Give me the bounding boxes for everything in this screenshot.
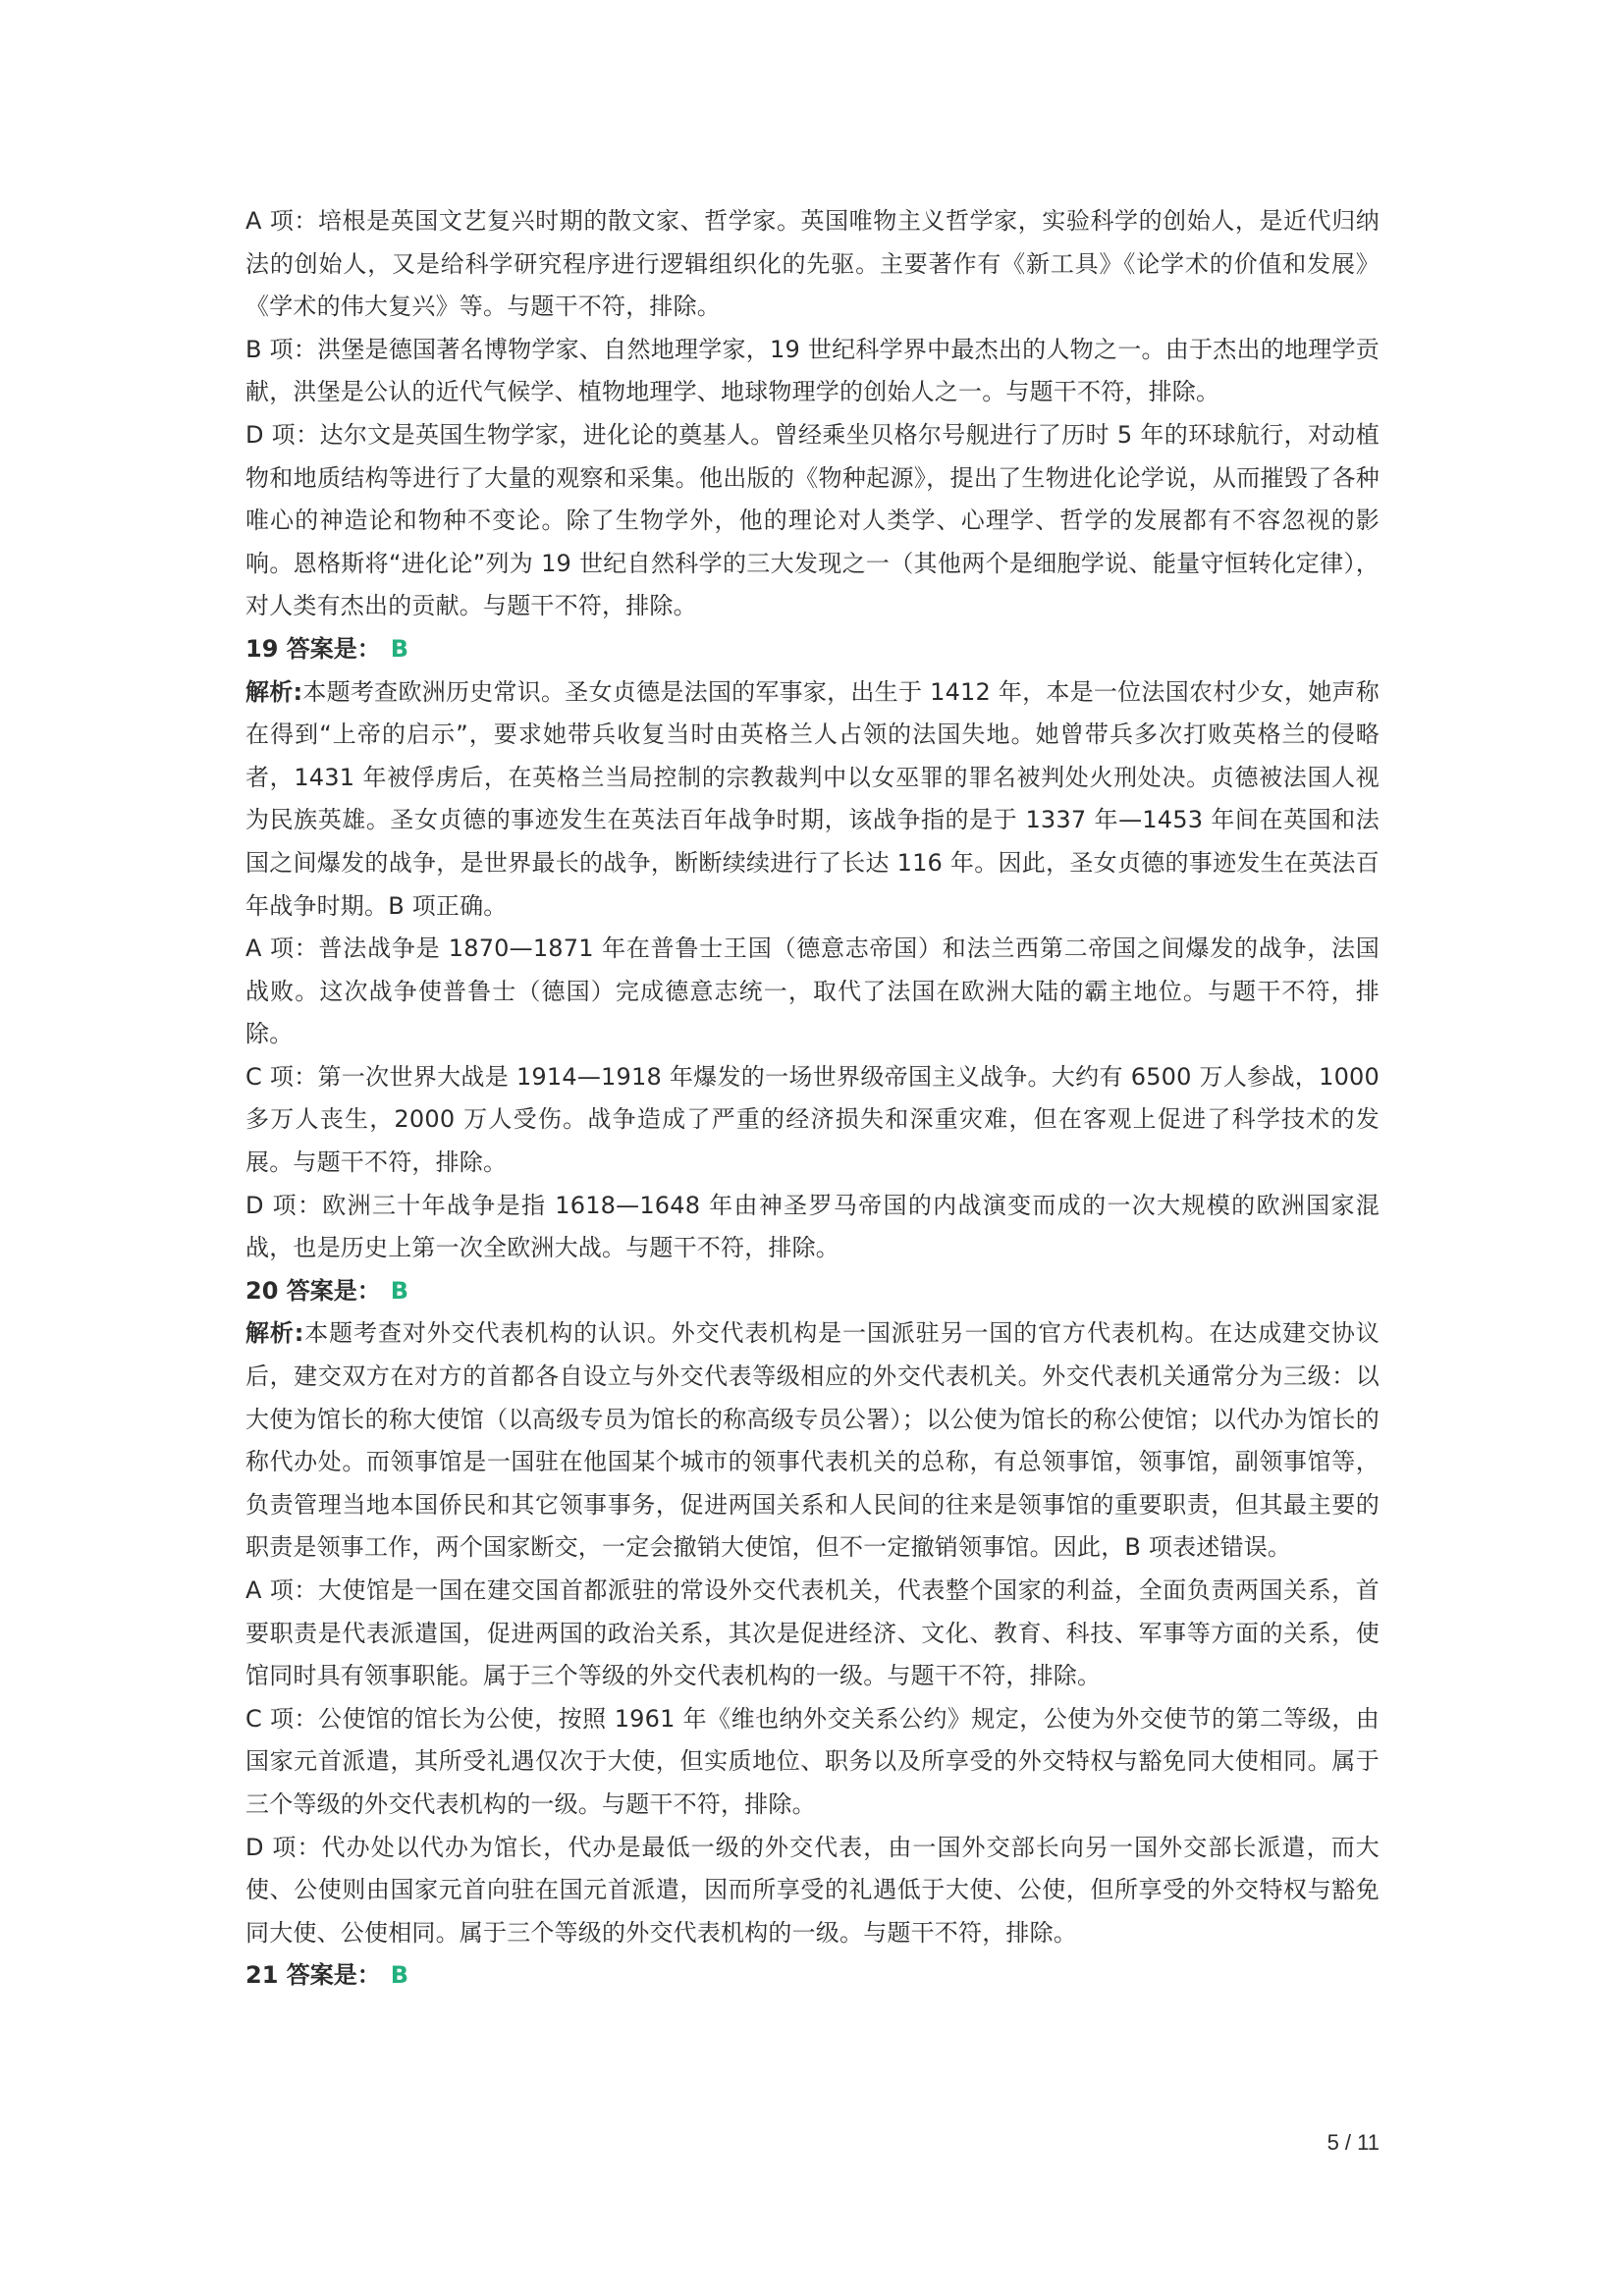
analysis-text: 本题考查欧洲历史常识。圣女贞德是法国的军事家，出生于 1412 年，本是一位法国农村少女，她声称在得到“上帝的启示”，要求她带兵收复当时由英格兰人占领的法国失地。她曾带兵多次打败英格兰的侵略者，1431 年被俘虏后，在英格兰当局控制的宗教裁判中以女巫罪的罪名被判处火刑处决。贞德被法国人视为民族英雄。圣女贞德的事迹发生在英法百年战争时期，该战争指的是于 1337 年—1453 年间在英国和法国之间爆发的战争，是世界最长的战争，断断续续进行了长达 116 年。因此，圣女贞德的事迹发生在英法百年战争时期。B 项正确。 — [245, 677, 1380, 920]
analysis-label: 解析: — [245, 677, 303, 706]
option-d-paragraph: D 项：代办处以代办为馆长，代办是最低一级的外交代表，由一国外交部长向另一国外交部长派遣，而大使、公使则由国家元首向驻在国元首派遣，因而所享受的礼遇低于大使、公使，但所享受的外交特权与豁免同大使、公使相同。属于三个等级的外交代表机构的一级。与题干不符，排除。 — [245, 1833, 1380, 1947]
analysis-paragraph-19 — [245, 671, 1380, 929]
option-a-paragraph: A 项：普法战争是 1870—1871 年在普鲁士王国（德意志帝国）和法兰西第二帝国之间爆发的战争，法国战败。这次战争使普鲁士（德国）完成德意志统一，取代了法国在欧洲大陆的霸主地位。与题干不符，排除。 — [245, 934, 1380, 1048]
answer-line-19 — [245, 628, 1380, 671]
answer-line-20 — [245, 1270, 1380, 1313]
option-c-paragraph: C 项：公使馆的馆长为公使，按照 1961 年《维也纳外交关系公约》规定，公使为外交使节的第二等级，由国家元首派遣，其所受礼遇仅次于大使，但实质地位、职务以及所享受的外交特权与豁免同大使相同。属于三个等级的外交代表机构的一级。与题干不符，排除。 — [245, 1704, 1380, 1818]
option-c-paragraph: C 项：第一次世界大战是 1914—1918 年爆发的一场世界级帝国主义战争。大约有 6500 万人参战，1000 多万人丧生，2000 万人受伤。战争造成了严重的经济损失和深重灾难，但在客观上促进了科学技术的发展。与题干不符，排除。 — [245, 1062, 1380, 1177]
answer-line-21 — [245, 1954, 1380, 1998]
answer-label: 20 答案是： — [245, 1276, 381, 1305]
answer-label: 21 答案是： — [245, 1961, 381, 1990]
analysis-paragraph-20 — [245, 1312, 1380, 1570]
answer-value: B — [390, 1276, 409, 1305]
answer-label: 19 答案是： — [245, 634, 381, 663]
option-d-paragraph: D 项：欧洲三十年战争是指 1618—1648 年由神圣罗马帝国的内战演变而成的一次大规模的欧洲国家混战，也是历史上第一次全欧洲大战。与题干不符，排除。 — [245, 1191, 1380, 1262]
analysis-label: 解析: — [245, 1319, 304, 1348]
option-d-paragraph: D 项：达尔文是英国生物学家，进化论的奠基人。曾经乘坐贝格尔号舰进行了历时 5 年的环球航行，对动植物和地质结构等进行了大量的观察和采集。他出版的《物种起源》，提出了生物进化论学说，从而摧毁了各种唯心的神造论和物种不变论。除了生物学外，他的理论对人类学、心理学、哲学的发展都有不容忽视的影响。恩格斯将“进化论”列为 19 世纪自然科学的三大发现之一（其他两个是细胞学说、能量守恒转化定律），对人类有杰出的贡献。与题干不符，排除。 — [245, 420, 1380, 620]
answer-value: B — [390, 634, 409, 663]
option-a-paragraph: A 项：培根是英国文艺复兴时期的散文家、哲学家。英国唯物主义哲学家，实验科学的创始人，是近代归纳法的创始人，又是给科学研究程序进行逻辑组织化的先驱。主要著作有《新工具》《论学术的价值和发展》《学术的伟大复兴》等。与题干不符，排除。 — [245, 207, 1380, 321]
option-b-paragraph: B 项：洪堡是德国著名博物学家、自然地理学家，19 世纪科学界中最杰出的人物之一。由于杰出的地理学贡献，洪堡是公认的近代气候学、植物地理学、地球物理学的创始人之一。与题干不符，排除。 — [245, 335, 1380, 406]
page-number: 5 / 11 — [1326, 2130, 1380, 2155]
document-body — [245, 200, 1380, 1998]
option-a-paragraph: A 项：大使馆是一国在建交国首都派驻的常设外交代表机关，代表整个国家的利益，全面负责两国关系，首要职责是代表派遣国，促进两国的政治关系，其次是促进经济、文化、教育、科技、军事等方面的关系，使馆同时具有领事职能。属于三个等级的外交代表机构的一级。与题干不符，排除。 — [245, 1576, 1380, 1690]
answer-value: B — [390, 1961, 409, 1990]
analysis-text: 本题考查对外交代表机构的认识。外交代表机构是一国派驻另一国的官方代表机构。在达成建交协议后，建交双方在对方的首都各自设立与外交代表等级相应的外交代表机关。外交代表机关通常分为三级：以大使为馆长的称大使馆（以高级专员为馆长的称高级专员公署）；以公使为馆长的称公使馆；以代办为馆长的称代办处。而领事馆是一国驻在他国某个城市的领事代表机关的总称，有总领事馆，领事馆，副领事馆等，负责管理当地本国侨民和其它领事事务，促进两国关系和人民间的往来是领事馆的重要职责，但其最主要的职责是领事工作，两个国家断交，一定会撤销大使馆，但不一定撤销领事馆。因此，B 项表述错误。 — [245, 1319, 1380, 1562]
